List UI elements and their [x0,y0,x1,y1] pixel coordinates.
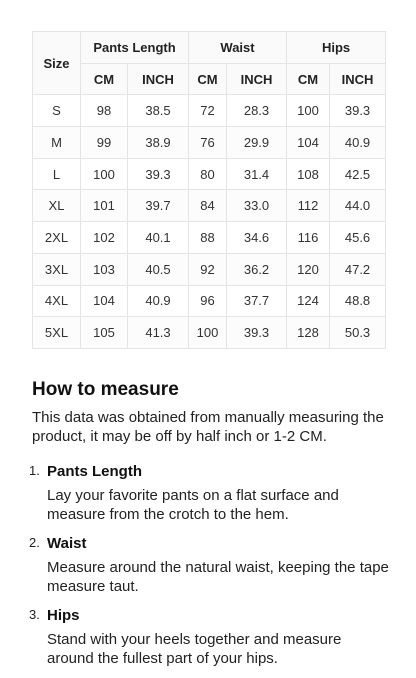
unit-header: CM [287,63,330,95]
waist-cm-cell: 92 [189,253,227,285]
hips-cm-cell: 104 [287,127,330,159]
pants-length-header: Pants Length [81,32,189,64]
pants-length-cm-cell: 103 [81,253,128,285]
waist-cm-cell: 76 [189,127,227,159]
waist-cm-cell: 80 [189,158,227,190]
step-description: Stand with your heels together and measure around the fullest part of your hips. [47,631,342,667]
table-row [33,95,386,127]
pants-length-inch-cell: 39.3 [128,158,189,190]
waist-inch-cell: 28.3 [227,95,287,127]
size-cell: XL [33,190,81,222]
step-number: 3. [29,607,40,622]
hips-inch-cell: 39.3 [330,95,386,127]
unit-header-row [33,63,386,95]
how-to-measure-intro: This data was obtained from manually measuring the product, it may be off by half inch or 1-2 CM. [32,409,384,445]
hips-inch-cell: 40.9 [330,127,386,159]
table-row [33,158,386,190]
step-title: Waist [47,535,87,552]
waist-cm-cell: 100 [189,317,227,349]
step-number: 1. [29,463,40,478]
hips-inch-cell: 45.6 [330,222,386,254]
waist-inch-cell: 34.6 [227,222,287,254]
size-cell: M [33,127,81,159]
waist-cm-cell: 72 [189,95,227,127]
measure-step-pants-length [29,462,392,524]
table-row [33,285,386,317]
pants-length-cm-cell: 102 [81,222,128,254]
waist-inch-cell: 29.9 [227,127,287,159]
measure-steps-list [29,462,392,668]
size-cell: 4XL [33,285,81,317]
measure-step-hips [29,606,392,668]
step-description: Measure around the natural waist, keeping the tape measure taut. [47,559,389,595]
table-row [33,253,386,285]
hips-inch-cell: 48.8 [330,285,386,317]
hips-cm-cell: 116 [287,222,330,254]
table-row [33,222,386,254]
hips-cm-cell: 124 [287,285,330,317]
waist-cm-cell: 96 [189,285,227,317]
size-cell: S [33,95,81,127]
hips-cm-cell: 120 [287,253,330,285]
step-title: Pants Length [47,463,143,480]
pants-length-cm-cell: 101 [81,190,128,222]
hips-cm-cell: 108 [287,158,330,190]
hips-inch-cell: 50.3 [330,317,386,349]
waist-inch-cell: 37.7 [227,285,287,317]
unit-header: INCH [227,63,287,95]
pants-length-cm-cell: 100 [81,158,128,190]
unit-header: INCH [128,63,189,95]
step-number: 2. [29,535,40,550]
hips-inch-cell: 42.5 [330,158,386,190]
pants-length-inch-cell: 39.7 [128,190,189,222]
hips-cm-cell: 128 [287,317,330,349]
step-description: Lay your favorite pants on a flat surface and measure from the crotch to the hem. [47,487,339,523]
pants-length-cm-cell: 104 [81,285,128,317]
size-cell: 3XL [33,253,81,285]
how-to-measure-title: How to measure [32,379,179,400]
unit-header: INCH [330,63,386,95]
unit-header: CM [189,63,227,95]
pants-length-cm-cell: 105 [81,317,128,349]
pants-length-inch-cell: 41.3 [128,317,189,349]
hips-cm-cell: 100 [287,95,330,127]
waist-inch-cell: 39.3 [227,317,287,349]
pants-length-inch-cell: 40.9 [128,285,189,317]
step-title: Hips [47,607,80,624]
waist-cm-cell: 84 [189,190,227,222]
waist-inch-cell: 36.2 [227,253,287,285]
size-chart-table [32,31,386,349]
size-header: Size [33,32,81,95]
waist-inch-cell: 31.4 [227,158,287,190]
pants-length-inch-cell: 38.5 [128,95,189,127]
pants-length-cm-cell: 98 [81,95,128,127]
waist-cm-cell: 88 [189,222,227,254]
pants-length-inch-cell: 38.9 [128,127,189,159]
how-to-measure-section [29,378,392,678]
pants-length-inch-cell: 40.1 [128,222,189,254]
table-row [33,317,386,349]
hips-inch-cell: 44.0 [330,190,386,222]
hips-inch-cell: 47.2 [330,253,386,285]
waist-header: Waist [189,32,287,64]
pants-length-cm-cell: 99 [81,127,128,159]
measure-step-waist [29,534,392,596]
size-cell: L [33,158,81,190]
table-row [33,127,386,159]
size-cell: 5XL [33,317,81,349]
hips-header: Hips [287,32,386,64]
table-row [33,190,386,222]
size-cell: 2XL [33,222,81,254]
pants-length-inch-cell: 40.5 [128,253,189,285]
waist-inch-cell: 33.0 [227,190,287,222]
size-table-body [33,95,386,349]
group-header-row [33,32,386,64]
unit-header: CM [81,63,128,95]
hips-cm-cell: 112 [287,190,330,222]
